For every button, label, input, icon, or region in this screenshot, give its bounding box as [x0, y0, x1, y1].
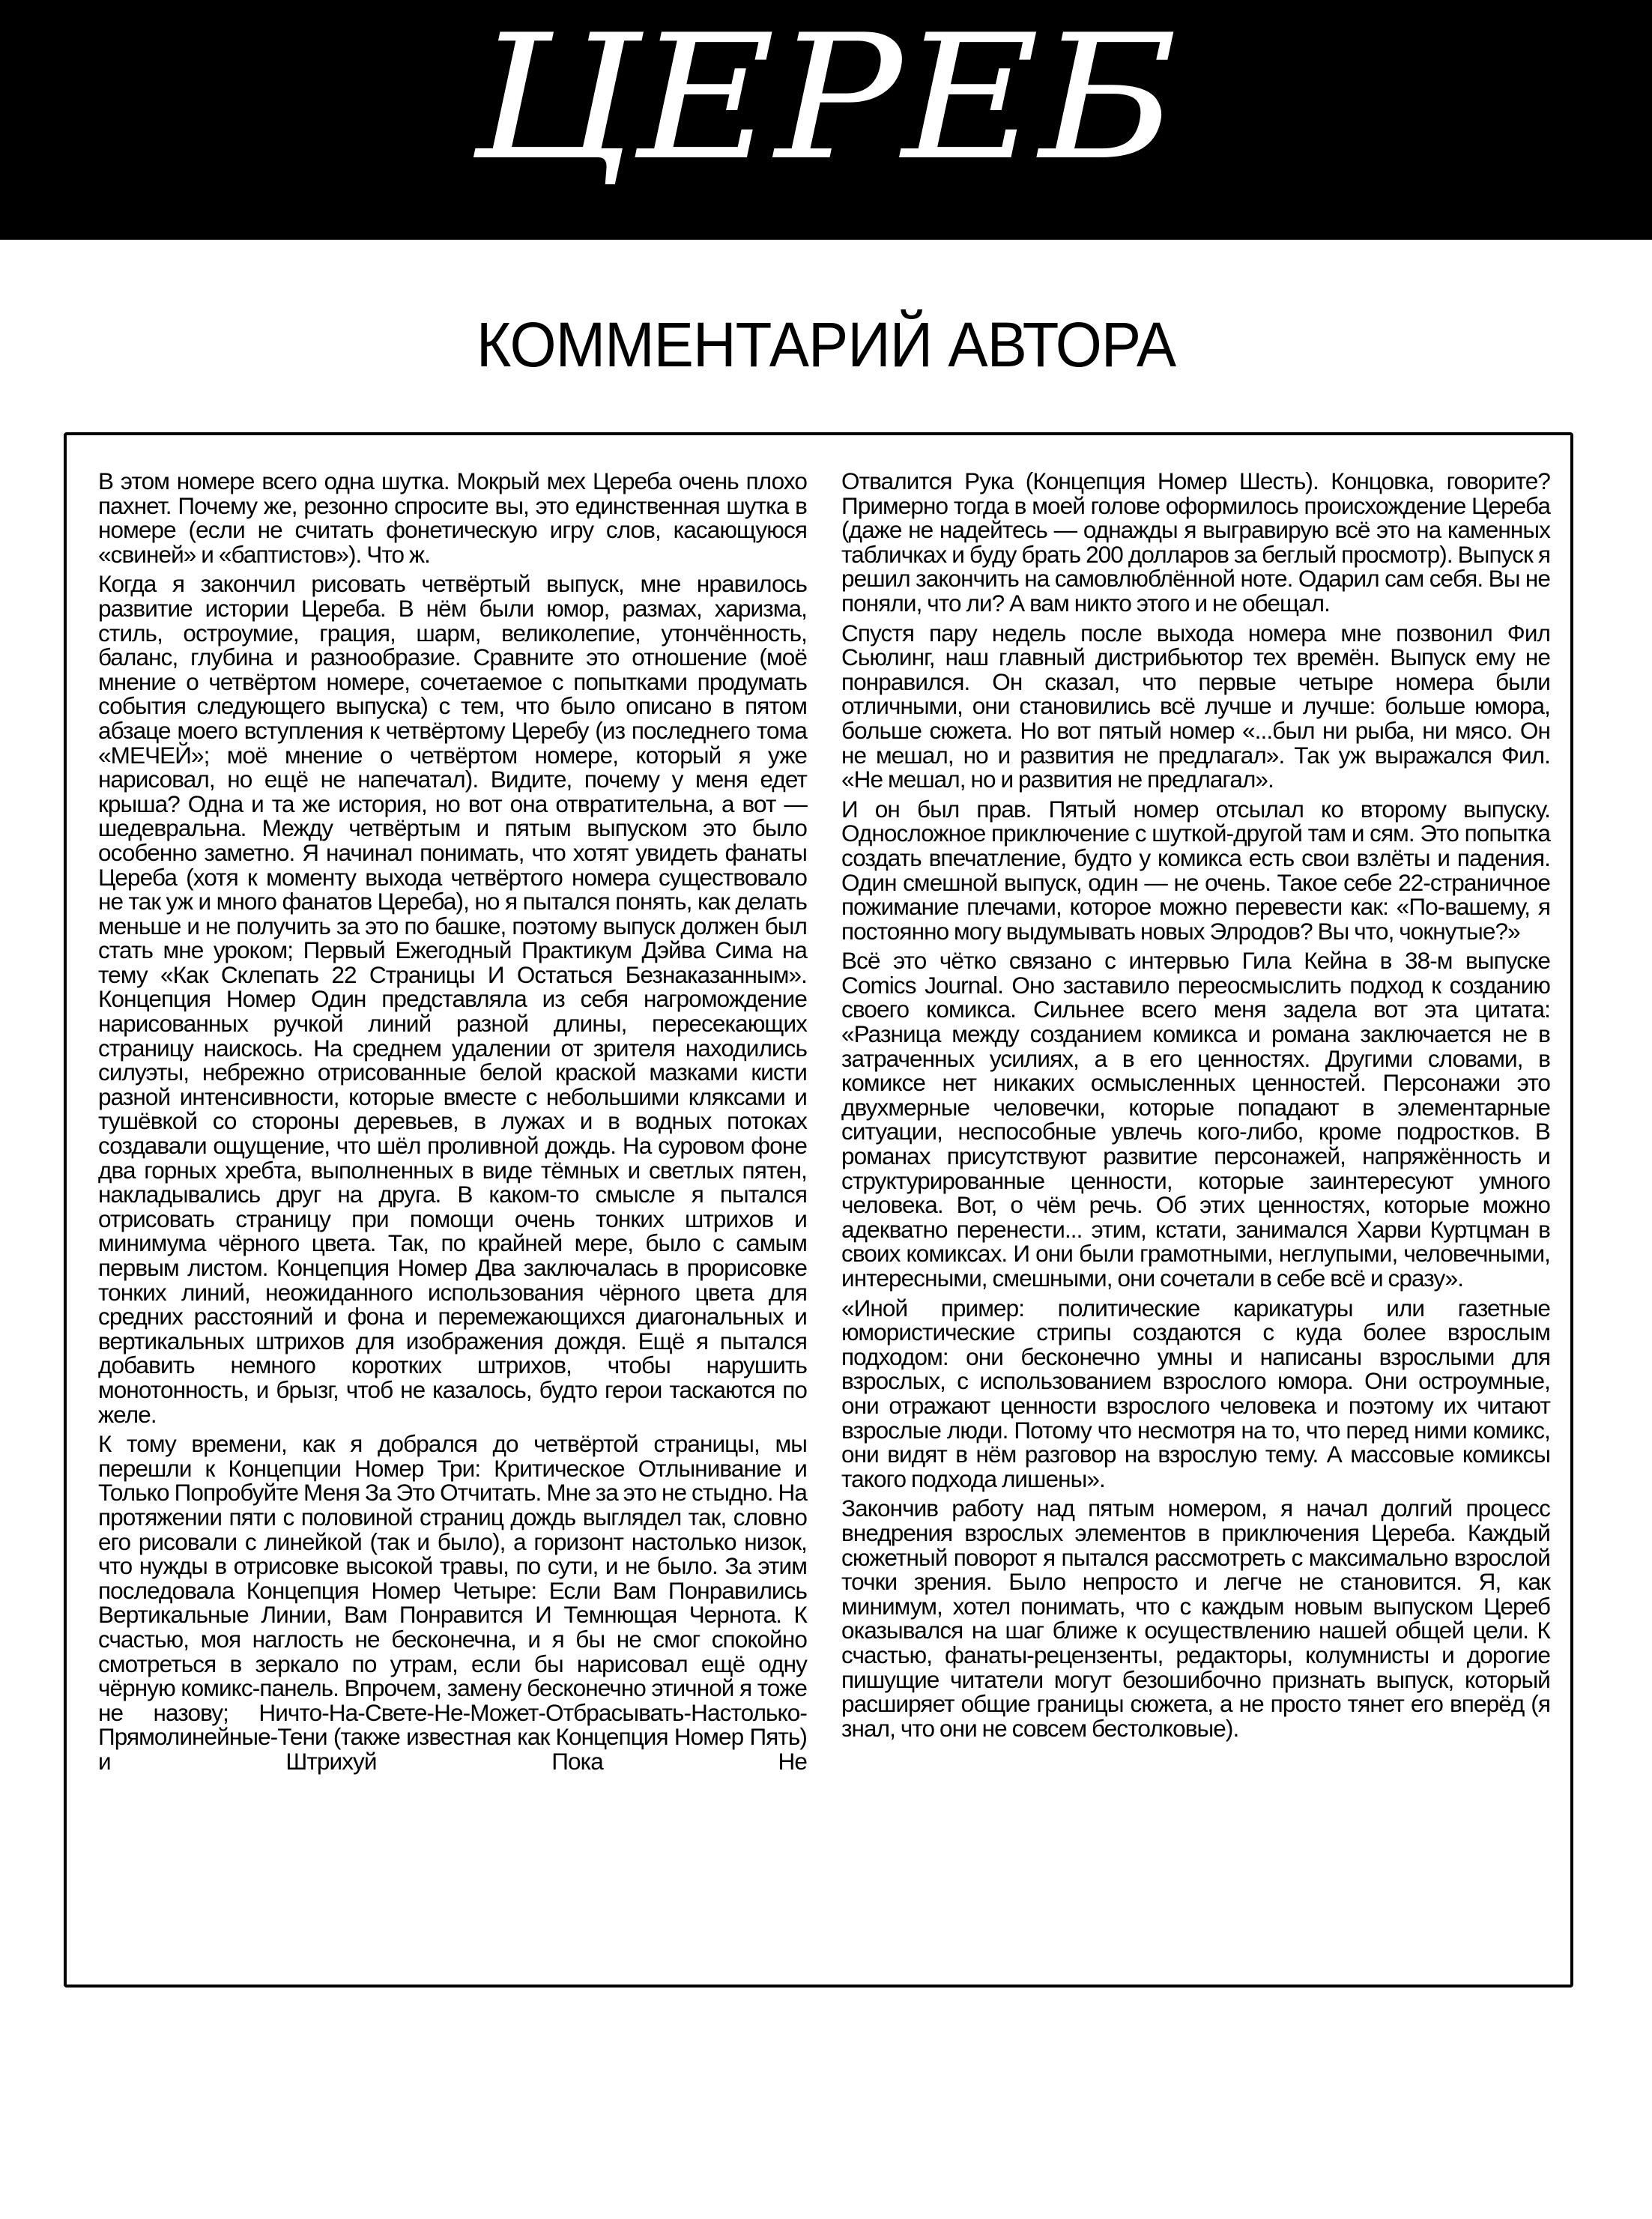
paragraph: Спустя пару недель после выхода номера мне позвонил Фил Сьюлинг, наш главный дистрибьютор тех времён. Выпуск ему не понравился. Он сказал, что первые четыре номера были отличными, они становились всё лучше и лучше: больше юмора, больше сюжета. Но вот пятый номер «...был ни рыба, ни мясо. Он не мешал, но и развития не предлагал». Так уж выражался Фил. «Не мешал, но и развития не предлагал».: [841, 619, 1550, 793]
article-column-left: [98, 469, 807, 1778]
article-column-right: [841, 469, 1550, 1746]
cerebus-logo: [0, 0, 1652, 240]
paragraph: И он был прав. Пятый номер отсылал ко второму выпуску. Односложное приключение с шуткой-другой там и сям. Это попытка создать впечатление, будто у комикса есть свои взлёты и падения. Один смешной выпуск, один — не очень. Такое себе 22-страничное пожимание плечами, которое можно перевести как: «По-вашему, я постоянно могу выдумывать новых Элродов? Вы что, чокнутые?»: [841, 795, 1550, 945]
paragraph: Закончив работу над пятым номером, я начал долгий процесс внедрения взрослых элементов в приключения Цереба. Каждый сюжетный поворот я пытался рассмотреть с максимально взрослой точки зрения. Было непросто и легче не становится. Я, как минимум, хотел понимать, что с каждым новым выпуском Цереб оказывался на шаг ближе к осуществлению нашей общей цели. К счастью, фанаты-рецензенты, редакторы, колумнисты и дорогие пишущие читатели могут безошибочно признать выпуск, который расширяет общие границы сюжета, а не просто тянет его вперёд (я знал, что они не совсем бестолковые).: [841, 1495, 1550, 1742]
paragraph: «Иной пример: политические карикатуры или газетные юмористические стрипы создаются с куда более взрослым подходом: они бесконечно умны и написаны взрослыми для взрослых, с использованием взрослого юмора. Они остроумные, они отражают ценности взрослого человека и поэтому их читают взрослые люди. Потому что несмотря на то, что перед ними комикс, они видят в нём разговор на взрослую тему. А массовые комиксы такого подхода лишены».: [841, 1294, 1550, 1492]
paragraph: К тому времени, как я добрался до четвёртой страницы, мы перешли к Концепции Номер Три: Критическое Отлынивание и Только Попробуйте Меня За Это Отчитать. Мне за это не стыдно. На протяжении пяти с половиной страниц дождь выглядел так, словно его рисовали с линейкой (так и было), а горизонт настолько низок, что нужды в отрисовке высокой травы, по сути, и не было. За этим последовала Концепция Номер Четыре: Если Вам Понравились Вертикальные Линии, Вам Понравится И Темнющая Чернота. К счастью, моя наглость не бесконечна, и я бы не смог спокойно смотреться в зеркало по утрам, если бы нарисовал ещё одну чёрную комикс-панель. Впрочем, замену бесконечно этичной я тоже не назову; Ничто-На-Свете-Не-Может-Отбрасывать-Настолько-Прямолинейные-Тени (также известная как Концепция Номер Пять) и Штрихуй Пока Не: [98, 1430, 807, 1775]
paragraph: В этом номере всего одна шутка. Мокрый мех Цереба очень плохо пахнет. Почему же, резонно спросите вы, это единственная шутка в номере (если не считать фонетическую игру слов, касающуюся «свиней» и «баптистов»). Что ж.: [98, 467, 807, 568]
page-title: КОММЕНТАРИЙ АВТОРА: [476, 309, 1176, 380]
paragraph: Отвалится Рука (Концепция Номер Шесть). Концовка, говорите? Примерно тогда в моей голове оформилось происхождение Цереба (даже не надейтесь — однажды я выгравирую всё это на каменных табличках и буду брать 200 долларов за беглый просмотр). Выпуск я решил закончить на самовлюблённой ноте. Одарил сам себя. Вы не поняли, что ли? А вам никто этого и не обещал.: [841, 467, 1550, 617]
paragraph: Когда я закончил рисовать четвёртый выпуск, мне нравилось развитие истории Цереба. В нём были юмор, размах, харизма, стиль, остроумие, грация, шарм, великолепие, утончённость, баланс, глубина и разнообразие. Сравните это отношение (моё мнение о четвёртом номере, сочетаемое с попытками продумать события следующего выпуска) с тем, что было описано в пятом абзаце моего вступления к четвёртому Церебу (из последнего тома «МЕЧЕЙ»; моё мнение о четвёртом номере, который я уже нарисовал, но ещё не напечатал). Видите, почему у меня едет крыша? Одна и та же история, но вот она отвратительна, а вот — шедевральна. Между четвёртым и пятым выпуском это было особенно заметно. Я начинал понимать, что хотят увидеть фанаты Цереба (хотя к моменту выхода четвёртого номера существовало не так уж и много фанатов Цереба), но я пытался понять, как делать меньше и не получить за это по башке, поэтому выпуск должен был стать мне уроком; Первый Ежегодный Практикум Дэйва Сима на тему «Как Склепать 22 Страницы И Остаться Безнаказанным». Концепция Номер Один представляла из себя нагромождение нарисованных ручкой линий разной длины, пересекающих страницу наискось. На среднем удалении от зрителя находились силуэты, небрежно отрисованные белой краской мазками кисти разной интенсивности, которые вместе с небольшими кляксами и тушёвкой со стороны деревьев, в лужах и в водных потоках создавали ощущение, что шёл проливной дождь. На суровом фоне два горных хребта, выполненных в виде тёмных и светлых пятен, накладывались друг на друга. В каком-то смысле я пытался отрисовать страницу при помощи очень тонких штрихов и минимума чёрного цвета. Так, по крайней мере, было с самым первым листом. Концепция Номер Два заключалась в прорисовке тонких линий, неожиданного использования чёрного цвета для средних расстояний и фона и перемежающихся диагональных и вертикальных штрихов для изображения дождя. Ещё я пытался добавить немного коротких штрихов, чтобы нарушить монотонность, и брызг, чтоб не казалось, будто герои таскаются по желе.: [98, 570, 807, 1428]
masthead-banner: [0, 0, 1652, 240]
paragraph: Всё это чётко связано с интервью Гила Кейна в 38-м выпуске Comics Journal. Оно заставило переосмыслить подход к созданию своего комикса. Сильнее всего меня задела вот эта цитата: «Разница между созданием комикса и романа заключается не в затраченных усилиях, а в его ценностях. Другими словами, в комиксе нет никаких осмысленных ценностей. Персонажи это двухмерные человечки, которые попадают в элементарные ситуации, неспособные увлечь кого-либо, кроме подростков. В романах присутствуют развитие персонажей, напряжённость и структурированные ценности, которые заинтересуют умного человека. Вот, о чём речь. Об этих ценностях, которые можно адекватно перенести... этим, кстати, занимался Харви Куртцман в своих комиксах. И они были грамотными, неглупыми, человечными, интересными, смешными, они сочетали в себе всё и сразу».: [841, 947, 1550, 1292]
logo-lettering-image: [0, 0, 1652, 240]
logo-text: ЦЕРЕБ: [472, 0, 1178, 199]
